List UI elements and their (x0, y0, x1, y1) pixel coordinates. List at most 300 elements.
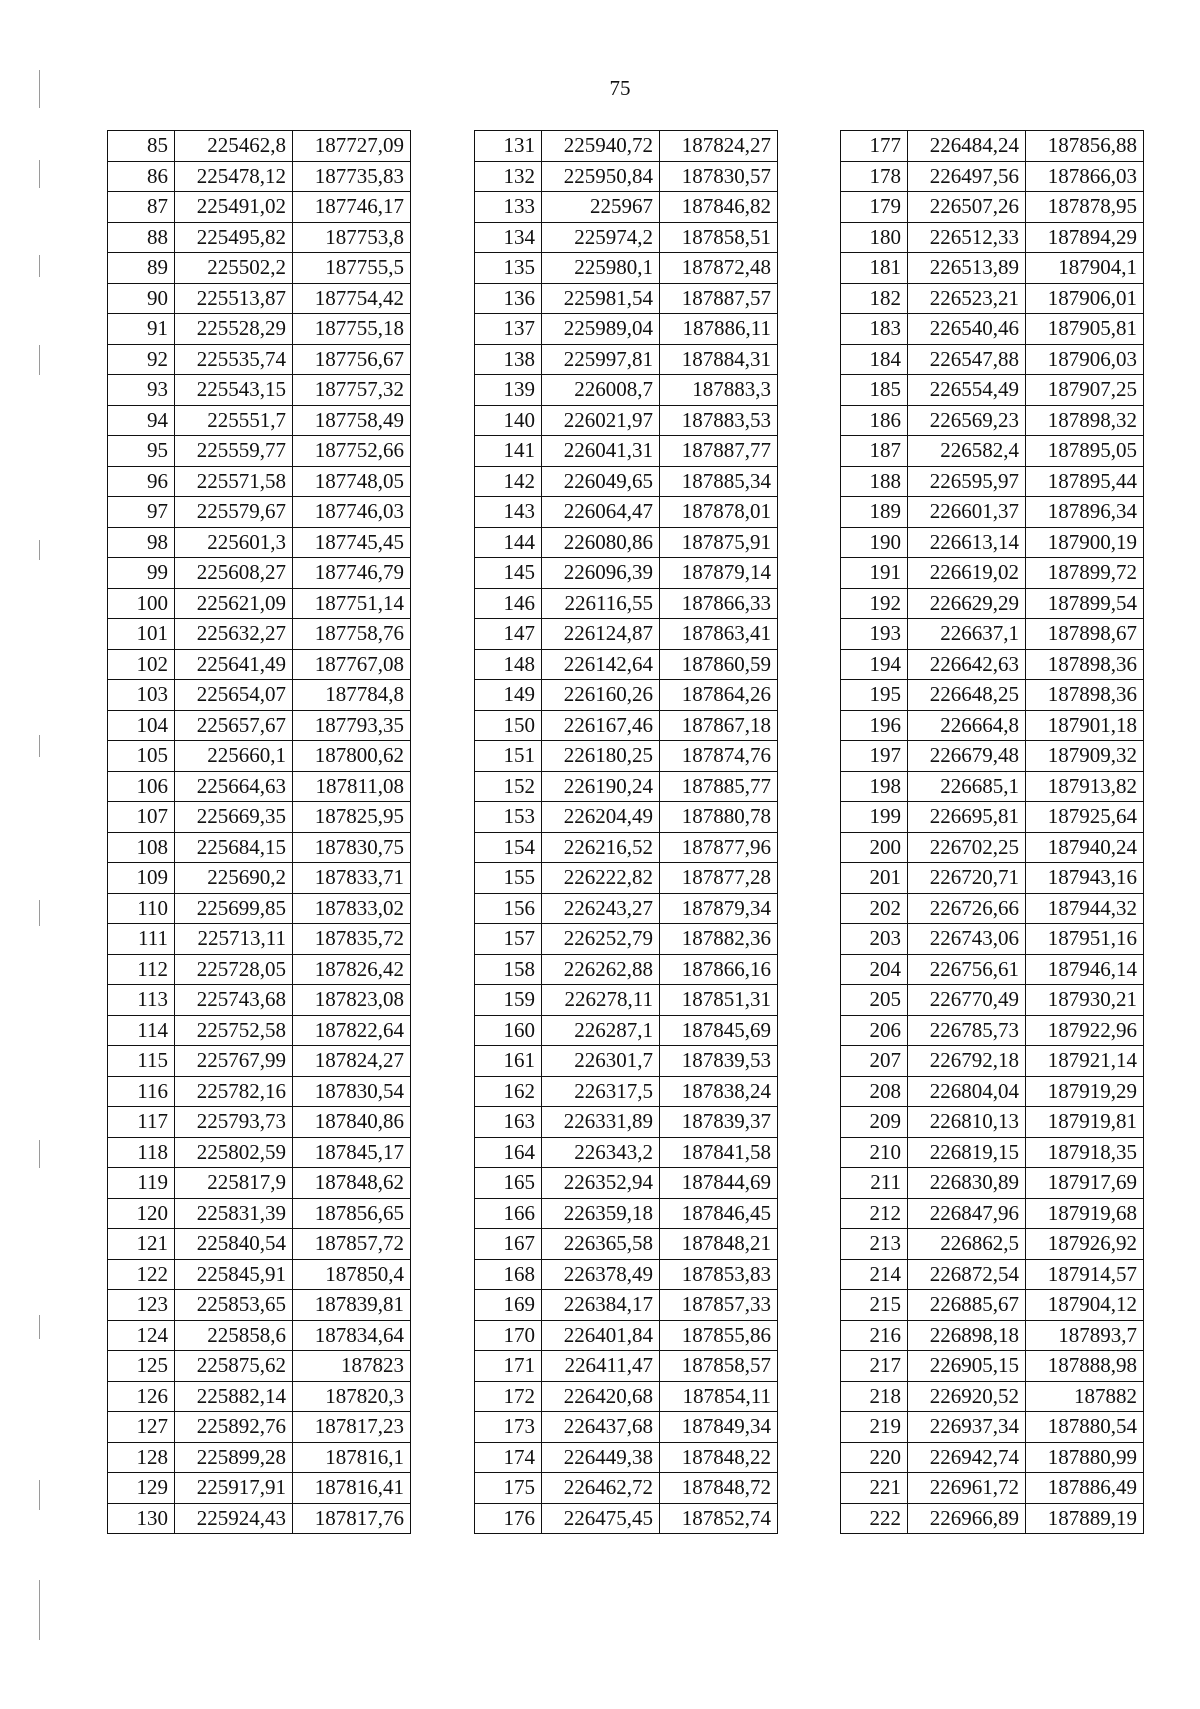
x-coordinate: 225793,73 (175, 1107, 293, 1138)
x-coordinate: 226222,82 (542, 863, 660, 894)
y-coordinate: 187860,59 (660, 649, 778, 680)
y-coordinate: 187901,18 (1026, 710, 1144, 741)
x-coordinate: 225669,35 (175, 802, 293, 833)
table-row (841, 1259, 1144, 1290)
point-number: 122 (108, 1259, 175, 1290)
table-row (841, 985, 1144, 1016)
y-coordinate: 187909,32 (1026, 741, 1144, 772)
y-coordinate: 187839,81 (293, 1290, 411, 1321)
point-number: 213 (841, 1229, 908, 1260)
table-row (108, 649, 411, 680)
table-row (475, 1442, 778, 1473)
point-number: 141 (475, 436, 542, 467)
table-row (108, 344, 411, 375)
x-coordinate: 226420,68 (542, 1381, 660, 1412)
point-number: 120 (108, 1198, 175, 1229)
y-coordinate: 187848,21 (660, 1229, 778, 1260)
scan-margin-mark (39, 540, 40, 560)
point-number: 168 (475, 1259, 542, 1290)
y-coordinate: 187899,54 (1026, 588, 1144, 619)
y-coordinate: 187940,24 (1026, 832, 1144, 863)
table-row (108, 1381, 411, 1412)
table-row (841, 1076, 1144, 1107)
table-row (475, 741, 778, 772)
table-row (841, 832, 1144, 863)
x-coordinate: 225684,15 (175, 832, 293, 863)
x-coordinate: 226582,4 (908, 436, 1026, 467)
y-coordinate: 187883,53 (660, 405, 778, 436)
table-row (841, 253, 1144, 284)
y-coordinate: 187830,57 (660, 161, 778, 192)
y-coordinate: 187850,4 (293, 1259, 411, 1290)
point-number: 101 (108, 619, 175, 650)
table-row (475, 405, 778, 436)
table-row (475, 497, 778, 528)
point-number: 88 (108, 222, 175, 253)
point-number: 180 (841, 222, 908, 253)
y-coordinate: 187898,36 (1026, 649, 1144, 680)
x-coordinate: 226920,52 (908, 1381, 1026, 1412)
point-number: 183 (841, 314, 908, 345)
point-number: 185 (841, 375, 908, 406)
table-row (108, 1015, 411, 1046)
table-row (475, 192, 778, 223)
point-number: 189 (841, 497, 908, 528)
point-number: 104 (108, 710, 175, 741)
table-row (841, 131, 1144, 162)
scan-margin-mark (39, 70, 40, 108)
point-number: 142 (475, 466, 542, 497)
table-row (475, 710, 778, 741)
y-coordinate: 187745,45 (293, 527, 411, 558)
y-coordinate: 187846,45 (660, 1198, 778, 1229)
point-number: 211 (841, 1168, 908, 1199)
point-number: 193 (841, 619, 908, 650)
table-row (108, 1107, 411, 1138)
point-number: 106 (108, 771, 175, 802)
x-coordinate: 225752,58 (175, 1015, 293, 1046)
y-coordinate: 187887,77 (660, 436, 778, 467)
x-coordinate: 226595,97 (908, 466, 1026, 497)
x-coordinate: 226702,25 (908, 832, 1026, 863)
y-coordinate: 187864,26 (660, 680, 778, 711)
y-coordinate: 187830,75 (293, 832, 411, 863)
x-coordinate: 226601,37 (908, 497, 1026, 528)
point-number: 163 (475, 1107, 542, 1138)
point-number: 92 (108, 344, 175, 375)
point-number: 197 (841, 741, 908, 772)
x-coordinate: 225654,07 (175, 680, 293, 711)
table-row (841, 1473, 1144, 1504)
x-coordinate: 226080,86 (542, 527, 660, 558)
x-coordinate: 225899,28 (175, 1442, 293, 1473)
point-number: 195 (841, 680, 908, 711)
table-row (108, 283, 411, 314)
table-row (475, 1107, 778, 1138)
table-row (108, 588, 411, 619)
point-number: 221 (841, 1473, 908, 1504)
x-coordinate: 225601,3 (175, 527, 293, 558)
y-coordinate: 187917,69 (1026, 1168, 1144, 1199)
x-coordinate: 225882,14 (175, 1381, 293, 1412)
scan-margin-mark (39, 160, 40, 188)
table-row (108, 131, 411, 162)
y-coordinate: 187767,08 (293, 649, 411, 680)
table-row (108, 924, 411, 955)
table-row (475, 131, 778, 162)
y-coordinate: 187893,7 (1026, 1320, 1144, 1351)
point-number: 199 (841, 802, 908, 833)
x-coordinate: 226629,29 (908, 588, 1026, 619)
x-coordinate: 226695,81 (908, 802, 1026, 833)
table-row (108, 954, 411, 985)
y-coordinate: 187857,33 (660, 1290, 778, 1321)
y-coordinate: 187898,67 (1026, 619, 1144, 650)
y-coordinate: 187919,68 (1026, 1198, 1144, 1229)
x-coordinate: 226720,71 (908, 863, 1026, 894)
table-row (475, 619, 778, 650)
point-number: 208 (841, 1076, 908, 1107)
scan-margin-mark (39, 1140, 40, 1168)
y-coordinate: 187852,74 (660, 1503, 778, 1534)
x-coordinate: 226462,72 (542, 1473, 660, 1504)
table-row (841, 1107, 1144, 1138)
point-number: 94 (108, 405, 175, 436)
y-coordinate: 187904,12 (1026, 1290, 1144, 1321)
point-number: 212 (841, 1198, 908, 1229)
point-number: 175 (475, 1473, 542, 1504)
point-number: 169 (475, 1290, 542, 1321)
table-row (108, 314, 411, 345)
point-number: 114 (108, 1015, 175, 1046)
table-row (475, 253, 778, 284)
y-coordinate: 187898,32 (1026, 405, 1144, 436)
y-coordinate: 187906,03 (1026, 344, 1144, 375)
table-row (475, 375, 778, 406)
table-row (475, 771, 778, 802)
y-coordinate: 187885,34 (660, 466, 778, 497)
table-row (108, 771, 411, 802)
y-coordinate: 187872,48 (660, 253, 778, 284)
table-row (841, 314, 1144, 345)
table-row (475, 924, 778, 955)
table-row (841, 1015, 1144, 1046)
x-coordinate: 225950,84 (542, 161, 660, 192)
point-number: 200 (841, 832, 908, 863)
scan-margin-mark (39, 1315, 40, 1339)
y-coordinate: 187834,64 (293, 1320, 411, 1351)
scan-margin-mark (39, 735, 40, 757)
y-coordinate: 187918,35 (1026, 1137, 1144, 1168)
point-number: 134 (475, 222, 542, 253)
x-coordinate: 225495,82 (175, 222, 293, 253)
point-number: 222 (841, 1503, 908, 1534)
x-coordinate: 225831,39 (175, 1198, 293, 1229)
x-coordinate: 226966,89 (908, 1503, 1026, 1534)
x-coordinate: 226619,02 (908, 558, 1026, 589)
y-coordinate: 187889,19 (1026, 1503, 1144, 1534)
y-coordinate: 187758,49 (293, 405, 411, 436)
table-row (475, 1229, 778, 1260)
point-number: 136 (475, 283, 542, 314)
point-number: 116 (108, 1076, 175, 1107)
table-row (841, 344, 1144, 375)
x-coordinate: 226365,58 (542, 1229, 660, 1260)
x-coordinate: 225981,54 (542, 283, 660, 314)
y-coordinate: 187919,81 (1026, 1107, 1144, 1138)
point-number: 181 (841, 253, 908, 284)
x-coordinate: 225728,05 (175, 954, 293, 985)
y-coordinate: 187833,02 (293, 893, 411, 924)
table-row (475, 832, 778, 863)
x-coordinate: 225641,49 (175, 649, 293, 680)
y-coordinate: 187905,81 (1026, 314, 1144, 345)
table-row (108, 161, 411, 192)
table-row (841, 375, 1144, 406)
y-coordinate: 187748,05 (293, 466, 411, 497)
y-coordinate: 187751,14 (293, 588, 411, 619)
y-coordinate: 187746,79 (293, 558, 411, 589)
x-coordinate: 226905,15 (908, 1351, 1026, 1382)
point-number: 176 (475, 1503, 542, 1534)
point-number: 162 (475, 1076, 542, 1107)
table-row (475, 344, 778, 375)
table-row (475, 588, 778, 619)
table-row (841, 283, 1144, 314)
point-number: 202 (841, 893, 908, 924)
y-coordinate: 187922,96 (1026, 1015, 1144, 1046)
scan-margin-mark (39, 1580, 40, 1640)
y-coordinate: 187896,34 (1026, 497, 1144, 528)
x-coordinate: 225974,2 (542, 222, 660, 253)
y-coordinate: 187839,53 (660, 1046, 778, 1077)
point-number: 109 (108, 863, 175, 894)
point-number: 90 (108, 283, 175, 314)
x-coordinate: 225690,2 (175, 863, 293, 894)
table-row (841, 161, 1144, 192)
point-number: 117 (108, 1107, 175, 1138)
coordinate-table-1 (107, 130, 411, 1534)
table-row (475, 680, 778, 711)
y-coordinate: 187907,25 (1026, 375, 1144, 406)
point-number: 206 (841, 1015, 908, 1046)
x-coordinate: 226278,11 (542, 985, 660, 1016)
point-number: 217 (841, 1351, 908, 1382)
x-coordinate: 226243,27 (542, 893, 660, 924)
x-coordinate: 226216,52 (542, 832, 660, 863)
x-coordinate: 226804,04 (908, 1076, 1026, 1107)
table-row (108, 497, 411, 528)
table-row (108, 222, 411, 253)
x-coordinate: 226317,5 (542, 1076, 660, 1107)
table-row (475, 802, 778, 833)
point-number: 100 (108, 588, 175, 619)
x-coordinate: 225817,9 (175, 1168, 293, 1199)
y-coordinate: 187793,35 (293, 710, 411, 741)
point-number: 173 (475, 1412, 542, 1443)
point-number: 218 (841, 1381, 908, 1412)
y-coordinate: 187877,28 (660, 863, 778, 894)
x-coordinate: 225989,04 (542, 314, 660, 345)
point-number: 107 (108, 802, 175, 833)
x-coordinate: 225713,11 (175, 924, 293, 955)
y-coordinate: 187752,66 (293, 436, 411, 467)
point-number: 121 (108, 1229, 175, 1260)
y-coordinate: 187746,03 (293, 497, 411, 528)
table-row (841, 893, 1144, 924)
table-row (475, 466, 778, 497)
y-coordinate: 187866,33 (660, 588, 778, 619)
table-row (841, 1046, 1144, 1077)
table-row (108, 1198, 411, 1229)
point-number: 186 (841, 405, 908, 436)
table-row (841, 802, 1144, 833)
table-row (841, 924, 1144, 955)
point-number: 203 (841, 924, 908, 955)
point-number: 130 (108, 1503, 175, 1534)
table-row (841, 1320, 1144, 1351)
x-coordinate: 225579,67 (175, 497, 293, 528)
table-row (841, 466, 1144, 497)
x-coordinate: 225853,65 (175, 1290, 293, 1321)
point-number: 161 (475, 1046, 542, 1077)
table-row (108, 1503, 411, 1534)
y-coordinate: 187820,3 (293, 1381, 411, 1412)
point-number: 95 (108, 436, 175, 467)
y-coordinate: 187895,44 (1026, 466, 1144, 497)
y-coordinate: 187817,23 (293, 1412, 411, 1443)
table-row (841, 192, 1144, 223)
x-coordinate: 226378,49 (542, 1259, 660, 1290)
x-coordinate: 226512,33 (908, 222, 1026, 253)
table-row (841, 1381, 1144, 1412)
table-row (475, 954, 778, 985)
point-number: 87 (108, 192, 175, 223)
x-coordinate: 225940,72 (542, 131, 660, 162)
x-coordinate: 225840,54 (175, 1229, 293, 1260)
table-row (841, 1351, 1144, 1382)
x-coordinate: 226204,49 (542, 802, 660, 833)
y-coordinate: 187904,1 (1026, 253, 1144, 284)
point-number: 110 (108, 893, 175, 924)
y-coordinate: 187830,54 (293, 1076, 411, 1107)
point-number: 131 (475, 131, 542, 162)
x-coordinate: 226124,87 (542, 619, 660, 650)
x-coordinate: 226449,38 (542, 1442, 660, 1473)
x-coordinate: 225967 (542, 192, 660, 223)
table-row (841, 1198, 1144, 1229)
table-row (841, 1168, 1144, 1199)
point-number: 144 (475, 527, 542, 558)
point-number: 220 (841, 1442, 908, 1473)
y-coordinate: 187863,41 (660, 619, 778, 650)
x-coordinate: 226523,21 (908, 283, 1026, 314)
x-coordinate: 226785,73 (908, 1015, 1026, 1046)
point-number: 149 (475, 680, 542, 711)
table-row (108, 1259, 411, 1290)
table-row (475, 1259, 778, 1290)
table-row (108, 375, 411, 406)
y-coordinate: 187926,92 (1026, 1229, 1144, 1260)
point-number: 103 (108, 680, 175, 711)
x-coordinate: 226384,17 (542, 1290, 660, 1321)
x-coordinate: 226359,18 (542, 1198, 660, 1229)
y-coordinate: 187906,01 (1026, 283, 1144, 314)
x-coordinate: 226475,45 (542, 1503, 660, 1534)
y-coordinate: 187822,64 (293, 1015, 411, 1046)
y-coordinate: 187811,08 (293, 771, 411, 802)
x-coordinate: 225980,1 (542, 253, 660, 284)
point-number: 174 (475, 1442, 542, 1473)
x-coordinate: 225478,12 (175, 161, 293, 192)
point-number: 151 (475, 741, 542, 772)
point-number: 85 (108, 131, 175, 162)
point-number: 150 (475, 710, 542, 741)
table-row (475, 161, 778, 192)
x-coordinate: 226554,49 (908, 375, 1026, 406)
x-coordinate: 226547,88 (908, 344, 1026, 375)
table-row (841, 527, 1144, 558)
y-coordinate: 187825,95 (293, 802, 411, 833)
point-number: 137 (475, 314, 542, 345)
coordinate-table-2 (474, 130, 778, 1534)
table-row (108, 832, 411, 863)
table-row (841, 222, 1144, 253)
table-row (108, 1351, 411, 1382)
table-row (475, 436, 778, 467)
y-coordinate: 187866,03 (1026, 161, 1144, 192)
scan-margin-mark (39, 1480, 40, 1510)
point-number: 216 (841, 1320, 908, 1351)
x-coordinate: 226484,24 (908, 131, 1026, 162)
table-row (841, 1137, 1144, 1168)
y-coordinate: 187867,18 (660, 710, 778, 741)
table-row (475, 893, 778, 924)
table-row (475, 1137, 778, 1168)
point-number: 135 (475, 253, 542, 284)
table-row (841, 558, 1144, 589)
table-row (841, 1229, 1144, 1260)
table-row (475, 649, 778, 680)
y-coordinate: 187913,82 (1026, 771, 1144, 802)
table-row (841, 497, 1144, 528)
x-coordinate: 226862,5 (908, 1229, 1026, 1260)
x-coordinate: 225664,63 (175, 771, 293, 802)
point-number: 198 (841, 771, 908, 802)
y-coordinate: 187848,22 (660, 1442, 778, 1473)
table-row (108, 253, 411, 284)
x-coordinate: 226872,54 (908, 1259, 1026, 1290)
y-coordinate: 187753,8 (293, 222, 411, 253)
x-coordinate: 226352,94 (542, 1168, 660, 1199)
x-coordinate: 226262,88 (542, 954, 660, 985)
table-row (475, 314, 778, 345)
y-coordinate: 187784,8 (293, 680, 411, 711)
x-coordinate: 225543,15 (175, 375, 293, 406)
y-coordinate: 187882 (1026, 1381, 1144, 1412)
x-coordinate: 225660,1 (175, 741, 293, 772)
y-coordinate: 187883,3 (660, 375, 778, 406)
y-coordinate: 187754,42 (293, 283, 411, 314)
x-coordinate: 226819,15 (908, 1137, 1026, 1168)
table-row (841, 649, 1144, 680)
table-row (841, 436, 1144, 467)
x-coordinate: 226726,66 (908, 893, 1026, 924)
y-coordinate: 187880,99 (1026, 1442, 1144, 1473)
y-coordinate: 187899,72 (1026, 558, 1144, 589)
x-coordinate: 225767,99 (175, 1046, 293, 1077)
scan-margin-mark (39, 345, 40, 375)
